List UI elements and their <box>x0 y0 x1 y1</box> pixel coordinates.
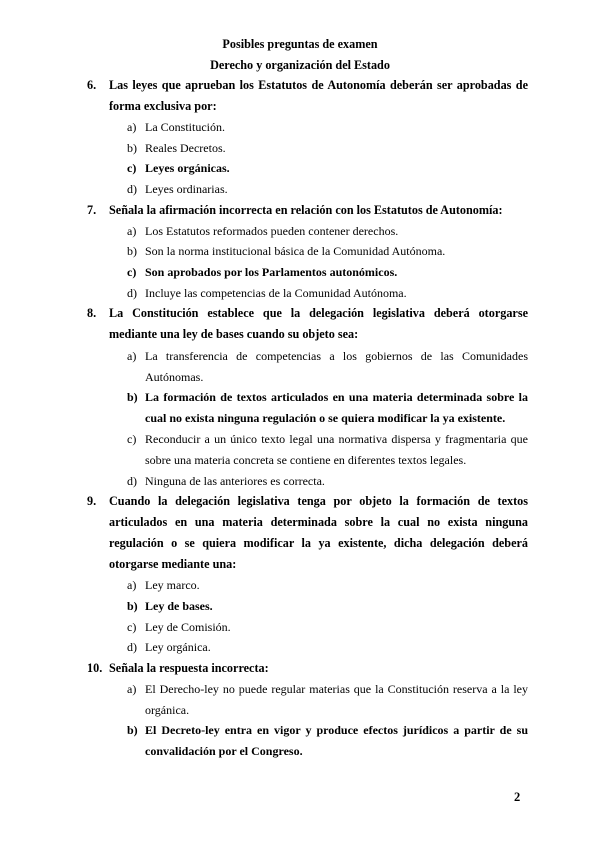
option-letter: c) <box>127 265 137 279</box>
option-letter: b) <box>127 723 138 737</box>
option-7d <box>127 283 528 304</box>
option-letter: a) <box>127 120 137 134</box>
option-text: La formación de textos articulados en una materia determinada sobre la cual no exista ninguna regulación o se quiera modificar la ya existente. <box>145 390 528 425</box>
option-letter: b) <box>127 599 138 613</box>
option-text: Reales Decretos. <box>145 141 226 155</box>
question-text: Señala la respuesta incorrecta: <box>109 661 269 675</box>
option-text: Ley marco. <box>145 578 200 592</box>
document-subtitle: Derecho y organización del Estado <box>210 58 390 72</box>
option-letter: b) <box>127 390 138 404</box>
question-number: 9. <box>87 494 97 508</box>
option-text: Reconducir a un único texto legal una normativa dispersa y fragmentaria que sobre una materia concreta se contiene en diferentes textos legales. <box>145 432 528 467</box>
option-letter: a) <box>127 578 137 592</box>
option-letter: c) <box>127 432 137 446</box>
option-10a <box>127 679 528 721</box>
question-number: 6. <box>87 78 97 92</box>
option-text: La transferencia de competencias a los gobiernos de las Comunidades Autónomas. <box>145 349 528 384</box>
option-9c <box>127 617 528 638</box>
option-letter: d) <box>127 474 137 488</box>
option-text: Ley de Comisión. <box>145 620 231 634</box>
option-text: Ley de bases. <box>145 599 213 613</box>
question-text: Las leyes que aprueban los Estatutos de Autonomía deberán ser aprobadas de forma exclusiva por: <box>109 78 528 113</box>
page-number: 2 <box>514 790 521 804</box>
option-text: Ley orgánica. <box>145 640 211 654</box>
option-text: Son la norma institucional básica de la Comunidad Autónoma. <box>145 244 446 258</box>
option-letter: c) <box>127 161 137 175</box>
question-7 <box>87 200 528 221</box>
option-8b-correct <box>127 387 528 429</box>
question-8 <box>87 303 528 345</box>
option-text: Los Estatutos reformados pueden contener derechos. <box>145 224 399 238</box>
option-6d <box>127 179 528 200</box>
option-8a <box>127 346 528 388</box>
document-title: Posibles preguntas de examen <box>222 37 378 51</box>
option-text: Ninguna de las anteriores es correcta. <box>145 474 325 488</box>
option-8c <box>127 429 528 471</box>
option-6b <box>127 138 528 159</box>
option-letter: a) <box>127 349 137 363</box>
question-10 <box>87 658 528 679</box>
option-letter: c) <box>127 620 137 634</box>
option-8d <box>127 471 528 492</box>
option-letter: d) <box>127 640 137 654</box>
option-text: El Derecho-ley no puede regular materias que la Constitución reserva a la ley orgánica. <box>145 682 528 717</box>
option-9b-correct <box>127 596 528 617</box>
option-9a <box>127 575 528 596</box>
option-10b-correct <box>127 720 528 762</box>
question-text: Cuando la delegación legislativa tenga por objeto la formación de textos articulados en una materia determinada sobre la cual no exista ninguna regulación o se quiera modificar la ya existente, dicha delegación deberá otorgarse mediante una: <box>109 494 528 571</box>
option-7c-correct <box>127 262 528 283</box>
option-7a <box>127 221 528 242</box>
option-6c-correct <box>127 158 528 179</box>
option-letter: a) <box>127 224 137 238</box>
option-letter: b) <box>127 141 137 155</box>
question-number: 10. <box>87 661 103 675</box>
option-letter: b) <box>127 244 137 258</box>
question-number: 7. <box>87 203 97 217</box>
option-text: Leyes ordinarias. <box>145 182 228 196</box>
option-7b <box>127 241 528 262</box>
option-text: Leyes orgánicas. <box>145 161 230 175</box>
option-6a <box>127 117 528 138</box>
question-9 <box>87 491 528 575</box>
option-letter: d) <box>127 286 137 300</box>
option-letter: a) <box>127 682 137 696</box>
question-text: La Constitución establece que la delegación legislativa deberá otorgarse mediante una ley de bases cuando su objeto sea: <box>109 306 528 341</box>
question-6 <box>87 75 528 117</box>
option-text: Incluye las competencias de la Comunidad Autónoma. <box>145 286 407 300</box>
option-letter: d) <box>127 182 137 196</box>
question-text: Señala la afirmación incorrecta en relación con los Estatutos de Autonomía: <box>109 203 503 217</box>
option-text: Son aprobados por los Parlamentos autonómicos. <box>145 265 398 279</box>
option-text: La Constitución. <box>145 120 225 134</box>
option-text: El Decreto-ley entra en vigor y produce efectos jurídicos a partir de su convalidación por el Congreso. <box>145 723 528 758</box>
question-number: 8. <box>87 306 97 320</box>
option-9d <box>127 637 528 658</box>
